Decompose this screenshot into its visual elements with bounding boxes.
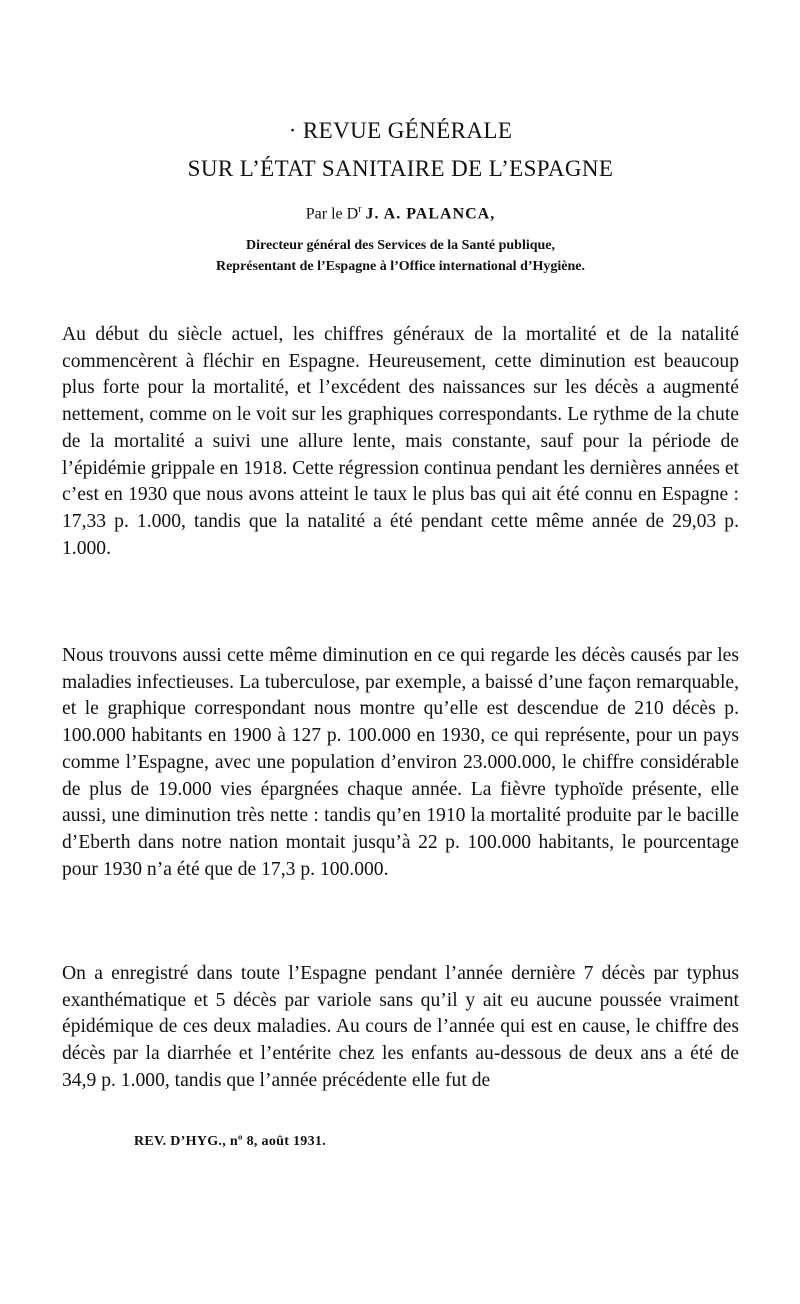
body-paragraph-1: Au début du siècle actuel, les chiffres généraux de la mortalité et de la natalité commencèrent à fléchir en Espagne. Heureusement, cette diminution est beaucoup plus forte pour la mortalité, et l’excédent des naissances sur les décès a augmenté nettement, comme on le voit sur les graphiques correspondants. Le rythme de la chute de la mortalité a suivi une allure lente, mais constante, sauf pour la période de l’épidémie grippale en 1918. Cette régression continua pendant les dernières années et c’est en 1930 que nous avons atteint le taux le plus bas qui ait été connu en Espagne : 17,33 p. 1.000, tandis que la natalité a été pendant cette même année de 29,03 p. 1.000. <box>62 324 739 559</box>
author-affiliation-2: Représentant de l’Espagne à l’Office international d’Hygiène. <box>215 259 586 274</box>
page-footer-citation: REV. D’HYG., nº 8, août 1931. <box>134 1134 326 1149</box>
byline-prefix: Par le D <box>305 205 359 223</box>
article-title-line-1: · REVUE GÉNÉRALE <box>288 118 513 143</box>
author-affiliation-1: Directeur général des Services de la Santé publique, <box>245 238 556 253</box>
byline-prefix-superscript: r <box>358 204 362 215</box>
journal-page <box>62 0 739 1304</box>
article-title-line-2: SUR L’ÉTAT SANITAIRE DE L’ESPAGNE <box>187 156 614 181</box>
author-name: J. A. PALANCA, <box>365 205 496 223</box>
body-paragraph-3: On a enregistré dans toute l’Espagne pendant l’année dernière 7 décès par typhus exanthématique et 5 décès par variole sans qu’il y ait eu aucune poussée vraiment épidémique de ces deux maladies. Au cours de l’année qui est en cause, le chiffre des décès par la diarrhée et l’entérite chez les enfants au-dessous de deux ans a été de 34,9 p. 1.000, tandis que l’année précédente elle fut de <box>62 963 739 1091</box>
body-paragraph-2: Nous trouvons aussi cette même diminution en ce qui regarde les décès causés par les maladies infectieuses. La tuberculose, par exemple, a baissé d’une façon remarquable, et le graphique correspondant nous montre qu’elle est descendue de 210 décès p. 100.000 habitants en 1900 à 127 p. 100.000 en 1930, ce qui représente, pour un pays comme l’Espagne, avec une population d’environ 23.000.000, le chiffre considérable de plus de 19.000 vies épargnées chaque année. La fièvre typhoïde présente, elle aussi, une diminution très nette : tandis qu’en 1910 la mortalité produite par le bacille d’Eberth dans notre nation montait jusqu’à 22 p. 100.000 habitants, le pourcentage pour 1930 n’a été que de 17,3 p. 100.000. <box>62 645 739 880</box>
byline <box>62 204 739 223</box>
